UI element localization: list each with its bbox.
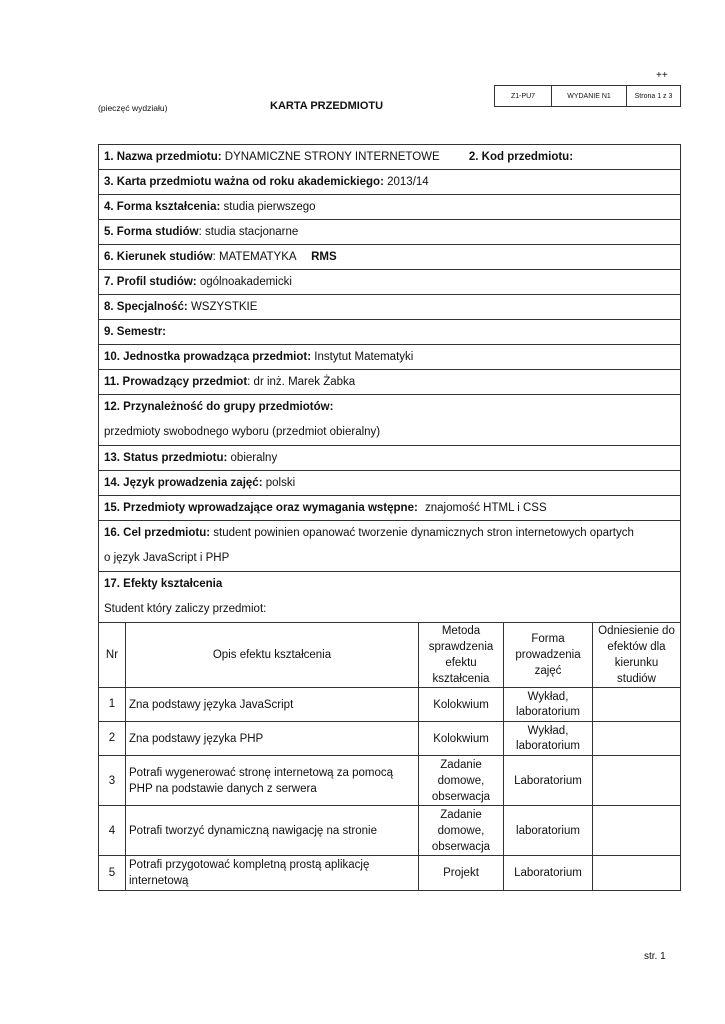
header-method: Metoda sprawdzenia efektu kształcenia [419,623,504,688]
field-label: 9. Semestr: [104,326,167,338]
row-reference [593,688,681,722]
field-value: : dr inż. Marek Żabka [247,376,356,388]
field-semester [99,320,680,345]
field-label: 7. Profil studiów: [104,276,197,288]
edition: WYDANIE N1 [552,86,627,106]
field-label: 16. Cel przedmiotu: [104,527,211,539]
row-reference [593,756,681,806]
field-label: 5. Forma studiów [104,226,199,238]
field-value: studia pierwszego [223,201,316,213]
row-form: laboratorium [504,806,593,856]
row-description: Zna podstawy języka PHP [126,722,419,756]
learning-outcomes-table [99,622,680,890]
field-valid-year [99,170,680,195]
row-method: Zadanie domowe, obserwacja [419,756,504,806]
header-reference: Odniesienie do efektów dla kierunku studiów [593,623,681,688]
row-form: Wykład, laboratorium [504,722,593,756]
table-header-row [99,623,680,688]
field-lecturer [99,370,680,395]
row-method: Zadanie domowe, obserwacja [419,806,504,856]
page-title: KARTA PRZEDMIOTU [270,100,384,112]
row-nr: 4 [99,806,126,856]
field-learning-outcomes [99,572,680,890]
document-meta-box [494,85,681,107]
field-label: 14. Język prowadzenia zajęć: [104,477,263,489]
table-row [99,806,680,856]
field-study-profile [99,270,680,295]
field-unit [99,345,680,370]
field-study-form [99,220,680,245]
course-code-label: 2. Kod przedmiotu: [468,151,574,163]
doc-code: Z1-PU7 [495,86,552,106]
outcomes-intro: Student który zaliczy przedmiot: [104,603,267,615]
row-form: Laboratorium [504,756,593,806]
row-reference [593,856,681,890]
field-label: 3. Karta przedmiotu ważna od roku akademickiego: [104,176,384,188]
field-course-group [99,395,680,446]
field-language [99,471,680,496]
course-card [98,144,681,891]
field-value: WSZYSTKIE [190,301,258,313]
field-label: 17. Efekty kształcenia [104,578,223,590]
table-row [99,856,680,890]
field-value-continued: o język JavaScript i PHP [104,552,230,564]
page-info: Strona 1 z 3 [634,92,673,100]
field-value: polski [265,477,296,489]
field-value: student powinien opanować tworzenie dynamicznych stron internetowych opartych [213,527,634,539]
field-value: : studia stacjonarne [198,226,299,238]
row-form: Laboratorium [504,856,593,890]
field-education-form [99,195,680,220]
row-description: Zna podstawy języka JavaScript [126,688,419,722]
field-label: 13. Status przedmiotu: [104,452,228,464]
field-label: 11. Prowadzący przedmiot [104,376,248,388]
field-value: Instytut Matematyki [314,351,414,363]
row-reference [593,722,681,756]
field-value: ogólnoakademicki [199,276,292,288]
field-label: 12. Przynależność do grupy przedmiotów: [104,401,334,413]
header-description: Opis efektu kształcenia [126,623,419,688]
field-value: : MATEMATYKA [212,251,296,263]
row-nr: 5 [99,856,126,890]
field-label: 6. Kierunek studiów [104,251,213,263]
table-row [99,722,680,756]
row-method: Projekt [419,856,504,890]
plus-marks: ++ [656,70,668,81]
row-description: Potrafi tworzyć dynamiczną nawigację na stronie [126,806,419,856]
field-course-goal [99,521,680,572]
row-method: Kolokwium [419,688,504,722]
faculty-stamp-label: (pieczęć wydziału) [98,103,168,113]
row-form: Wykład, laboratorium [504,688,593,722]
row-nr: 1 [99,688,126,722]
field-value: przedmioty swobodnego wyboru (przedmiot obieralny) [104,426,381,438]
course-name-value: DYNAMICZNE STRONY INTERNETOWE [224,151,440,163]
field-course-name [99,145,680,170]
table-row [99,688,680,722]
field-field-of-study [99,245,680,270]
table-row [99,756,680,806]
field-label: 15. Przedmioty wprowadzające oraz wymagania wstępne: [104,502,418,514]
row-description: Potrafi przygotować kompletną prostą aplikację internetową [126,856,419,890]
page-number: str. 1 [644,951,666,962]
field-label: 1. Nazwa przedmiotu: [104,151,222,163]
row-nr: 3 [99,756,126,806]
row-reference [593,806,681,856]
field-course-status [99,446,680,471]
field-label: 10. Jednostka prowadząca przedmiot: [104,351,312,363]
field-prerequisites [99,496,680,521]
field-extra: RMS [311,251,337,263]
row-description: Potrafi wygenerować stronę internetową za pomocą PHP na podstawie danych z serwera [126,756,419,806]
header-form: Forma prowadzenia zajęć [504,623,593,688]
row-nr: 2 [99,722,126,756]
row-method: Kolokwium [419,722,504,756]
field-label: 8. Specjalność: [104,301,188,313]
field-value: znajomość HTML i CSS [425,502,547,514]
header-nr: Nr [99,623,126,688]
field-value: obieralny [230,452,278,464]
field-label: 4. Forma kształcenia: [104,201,221,213]
field-value: 2013/14 [387,176,429,188]
field-specialization [99,295,680,320]
